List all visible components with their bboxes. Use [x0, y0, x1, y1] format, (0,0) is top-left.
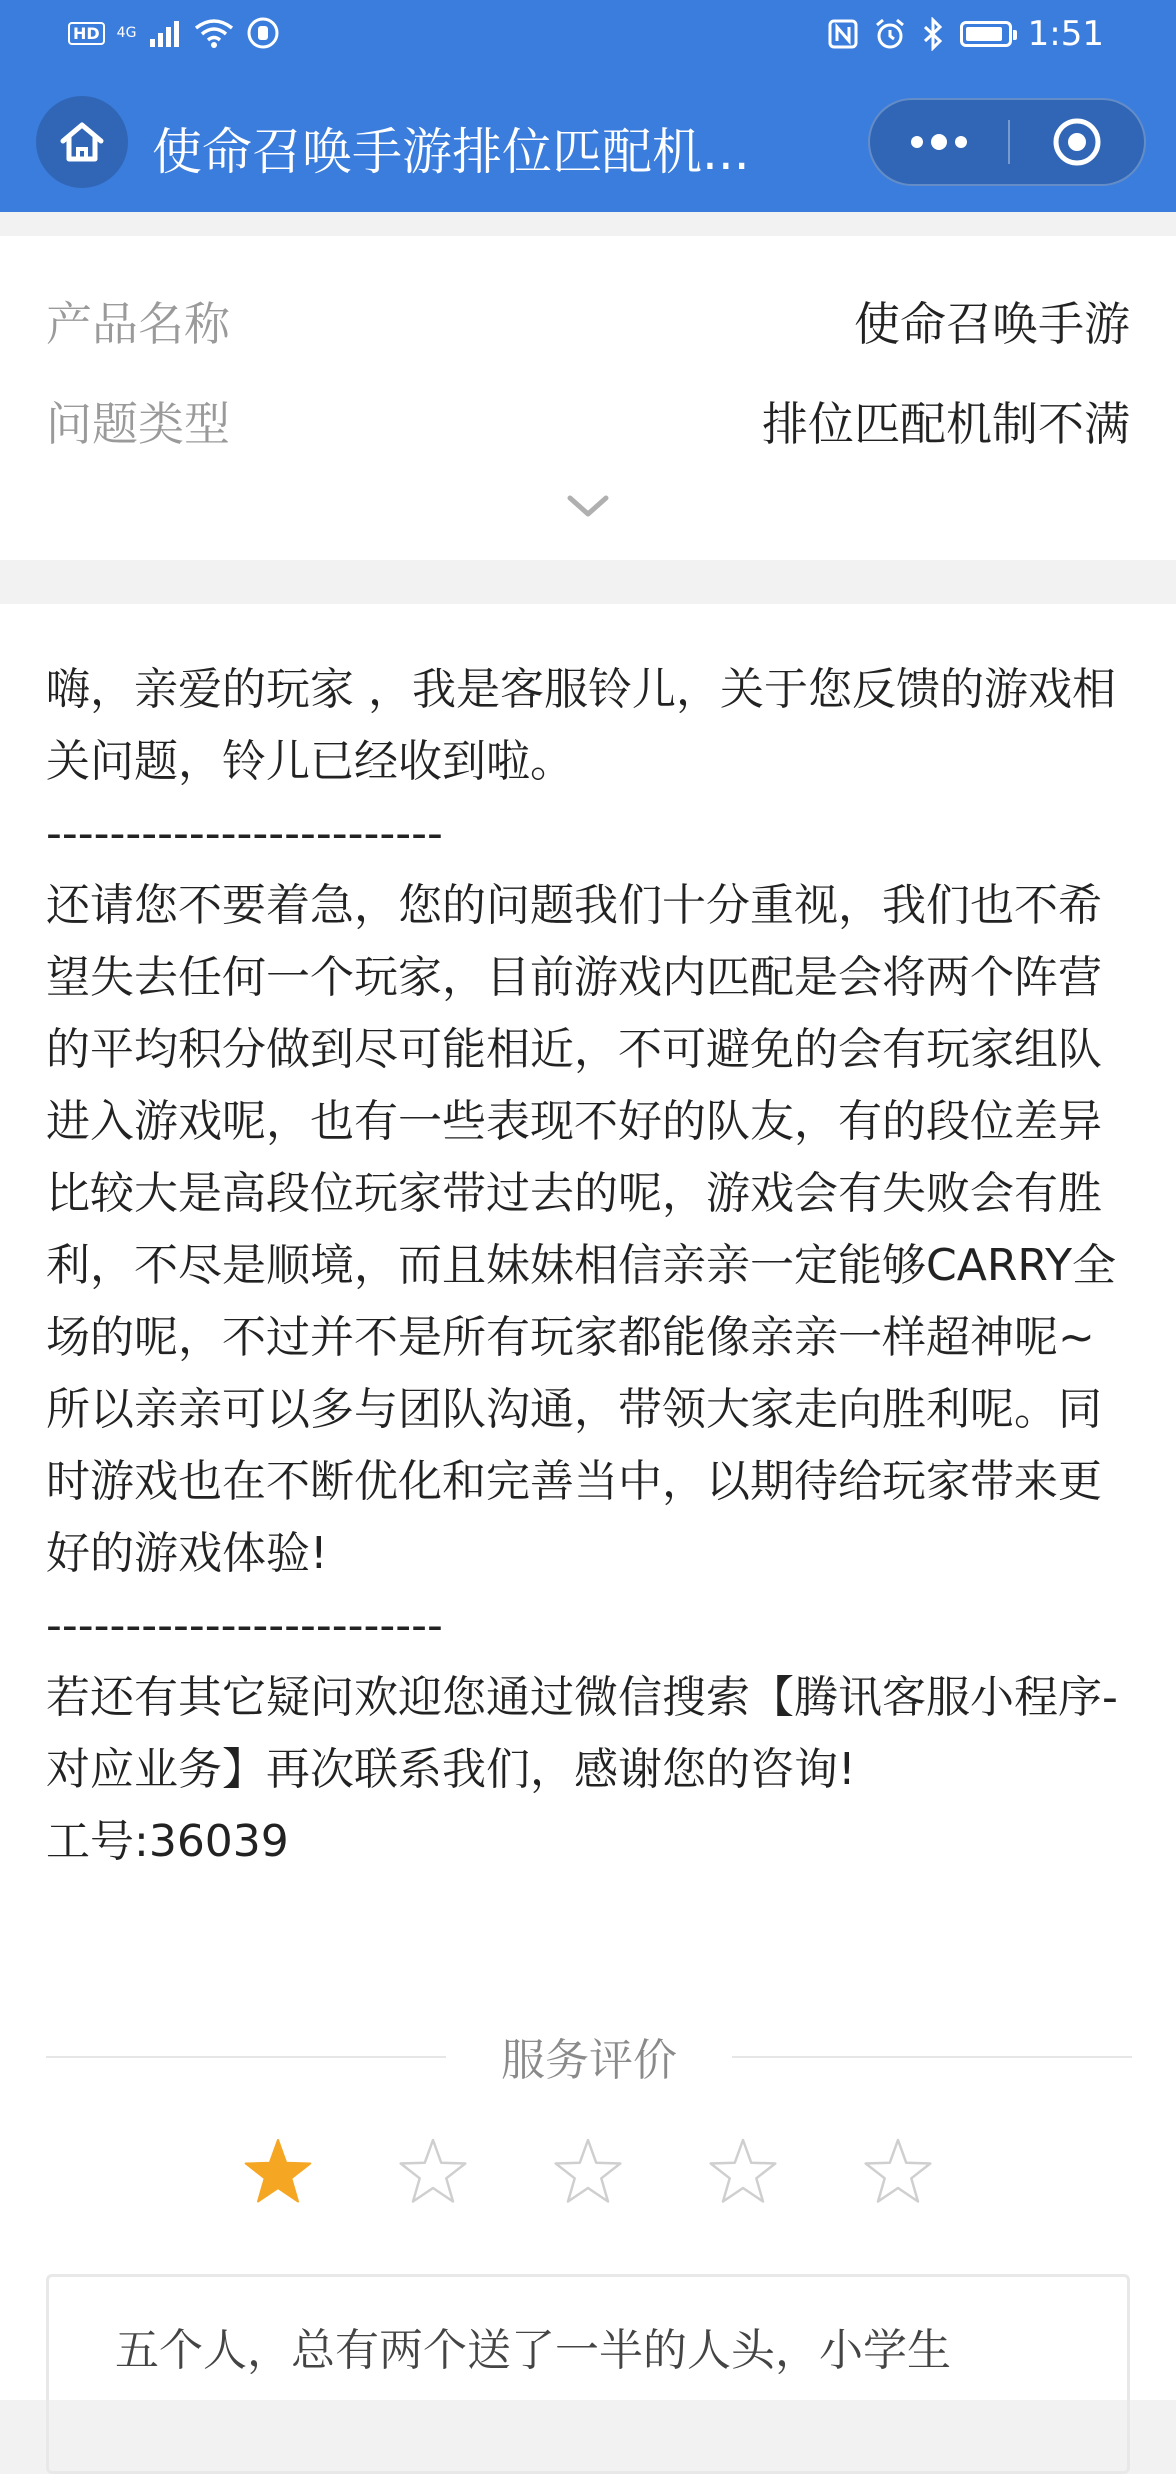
close-miniprogram-button[interactable]: [1010, 100, 1144, 184]
nav-bar: [0, 92, 1176, 192]
capsule-menu: [868, 98, 1146, 186]
star-rating: [0, 2134, 1176, 2214]
more-button[interactable]: [870, 100, 1008, 184]
issue-label: 问题类型: [46, 397, 230, 451]
wifi-icon: [194, 18, 234, 48]
star-icon[interactable]: [860, 2134, 936, 2210]
hd-badge: HD: [68, 22, 105, 45]
cell-signal-icon: [148, 19, 182, 47]
battery-icon: [960, 21, 1012, 47]
home-button[interactable]: [36, 96, 128, 188]
rating-header: [46, 2024, 1132, 2084]
chevron-down-icon[interactable]: [564, 492, 612, 522]
product-row: [46, 288, 1130, 351]
star-icon[interactable]: [550, 2134, 626, 2210]
rating-title: 服务评价: [501, 2035, 677, 2086]
status-bar: [0, 0, 1176, 72]
star-icon[interactable]: [705, 2134, 781, 2210]
issue-row: [46, 388, 1130, 451]
reply-message: 嗨，亲爱的玩家 ，我是客服铃儿，关于您反馈的游戏相关问题，铃儿已经收到啦。 ------------------------- 还请您不要着急，您的问题我们十分重视，我们也不希望失去任何一个玩家，目前游戏内匹配是会将两个阵营的平均积分做到尽可能相近，不可避免的会有玩家组队进入游戏呢，也有一些表现不好的队友，有的段位差异比较大是高段位玩家带过去的呢，游戏会有失败会有胜利，不尽是顺境，而且妹妹相信亲亲一定能够CARRY全场的呢，不过并不是所有玩家都能像亲亲一样超神呢~所以亲亲可以多与团队沟通，带领大家走向胜利呢。同时游戏也在不断优化和完善当中，以期待给玩家带来更好的游戏体验! ------------------------- 若还有其它疑问欢迎您通过微信搜索【腾讯客服小程序-对应业务】再次联系我们，感谢您的咨询! 工号:36039: [46, 664, 1118, 1867]
page-title: 使命召唤手游排位匹配机...: [152, 123, 750, 181]
more-dots-icon: [909, 134, 969, 150]
alarm-icon: [874, 18, 906, 50]
product-label: 产品名称: [46, 297, 230, 351]
reply-card: [0, 604, 1176, 2400]
bluetooth-icon: [922, 17, 944, 51]
star-icon[interactable]: [395, 2134, 471, 2210]
app-header: [0, 0, 1176, 212]
clock: 1:51: [1027, 14, 1104, 54]
star-icon[interactable]: [240, 2134, 316, 2210]
product-value: 使命召唤手游: [854, 297, 1130, 351]
target-icon: [1051, 116, 1103, 168]
issue-value: 排位匹配机制不满: [762, 397, 1130, 451]
nfc-icon: [828, 19, 858, 49]
ticket-info-card: [0, 236, 1176, 560]
home-icon: [57, 117, 107, 167]
network-type: 4G: [116, 25, 137, 41]
hand-icon: [246, 16, 280, 50]
comment-box[interactable]: 五个人，总有两个送了一半的人头，小学生: [46, 2274, 1130, 2474]
